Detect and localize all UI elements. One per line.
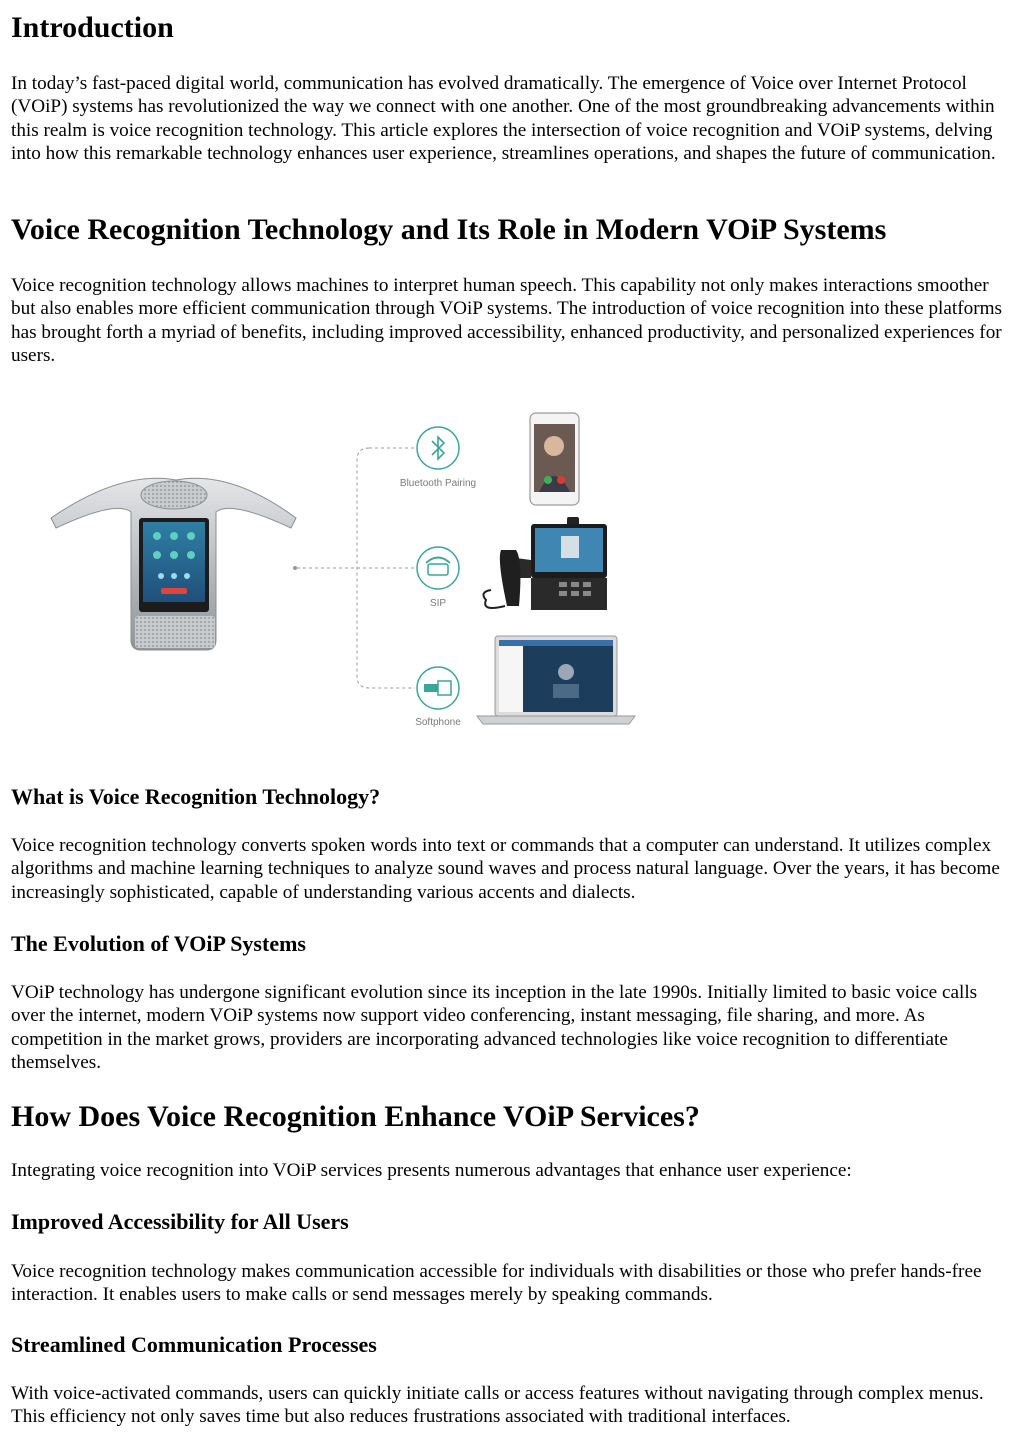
paragraph-voice-recognition-role: Voice recognition technology allows machines to interpret human speech. This capability not only makes interactions smoother but also enables more efficient communication through VOiP systems. The introduction of voice recognition into these platforms has brought forth a myriad of benefits, including improved accessibility, enhanced productivity, and personalized experiences for users.	[11, 275, 1002, 366]
sip-label: SIP	[429, 598, 447, 609]
voip-connectivity-figure	[11, 400, 651, 740]
desk-phone-icon	[417, 547, 459, 589]
paragraph-how-voice-recognition-enhances: Integrating voice recognition into VOiP services presents numerous advantages that enhance user experience:	[11, 1160, 852, 1181]
connector-lines	[293, 448, 415, 688]
conference-phone-icon	[51, 478, 296, 650]
softphone-label: Softphone	[415, 717, 461, 728]
heading-voice-recognition-role: Voice Recognition Technology and Its Role in Modern VOiP Systems	[11, 213, 887, 246]
paragraph-improved-accessibility: Voice recognition technology makes communication accessible for individuals with disabilities or those who prefer hands-free interaction. It enables users to make calls or send messages merely by speaking commands.	[11, 1261, 982, 1306]
heading-improved-accessibility: Improved Accessibility for All Users	[11, 1209, 349, 1234]
heading-introduction: Introduction	[11, 11, 174, 44]
bluetooth-node	[400, 427, 476, 489]
laptop-icon	[477, 636, 635, 724]
paragraph-streamlined-communication: With voice-activated commands, users can quickly initiate calls or access features without navigating through complex menus. This efficiency not only saves time but also reduces frustrations associated with traditional interfaces.	[11, 1383, 984, 1428]
heading-evolution-of-voip: The Evolution of VOiP Systems	[11, 931, 306, 956]
smartphone-icon	[530, 413, 579, 505]
video-desk-phone-icon	[483, 517, 607, 610]
heading-what-is-voice-recognition: What is Voice Recognition Technology?	[11, 784, 381, 809]
paragraph-what-is-voice-recognition: Voice recognition technology converts spoken words into text or commands that a computer can understand. It utilizes complex algorithms and machine learning techniques to analyze sound waves and process natural language. Over the years, it has become increasingly sophisticated, capable of understanding various accents and dialects.	[11, 835, 1000, 903]
voip-connectivity-illustration	[11, 400, 651, 740]
bluetooth-label: Bluetooth Pairing	[399, 478, 477, 489]
heading-how-voice-recognition-enhances: How Does Voice Recognition Enhance VOiP Services?	[11, 1100, 700, 1133]
softphone-node	[415, 667, 461, 728]
paragraph-evolution-of-voip: VOiP technology has undergone significant evolution since its inception in the late 1990s. Initially limited to basic voice calls over the internet, modern VOiP systems now support video conferencing, instant messaging, file sharing, and more. As competition in the market grows, providers are incorporating advanced technologies like voice recognition to differentiate themselves.	[11, 982, 978, 1073]
paragraph-introduction: In today’s fast-paced digital world, communication has evolved dramatically. The emergence of Voice over Internet Protocol (VOiP) systems has revolutionized the way we connect with one another. One of the most groundbreaking advancements within this realm is voice recognition technology. This article explores the intersection of voice recognition and VOiP systems, delving into how this remarkable technology enhances user experience, streamlines operations, and shapes the future of communication.	[11, 73, 996, 164]
sip-node	[417, 547, 459, 609]
heading-streamlined-communication: Streamlined Communication Processes	[11, 1332, 377, 1357]
